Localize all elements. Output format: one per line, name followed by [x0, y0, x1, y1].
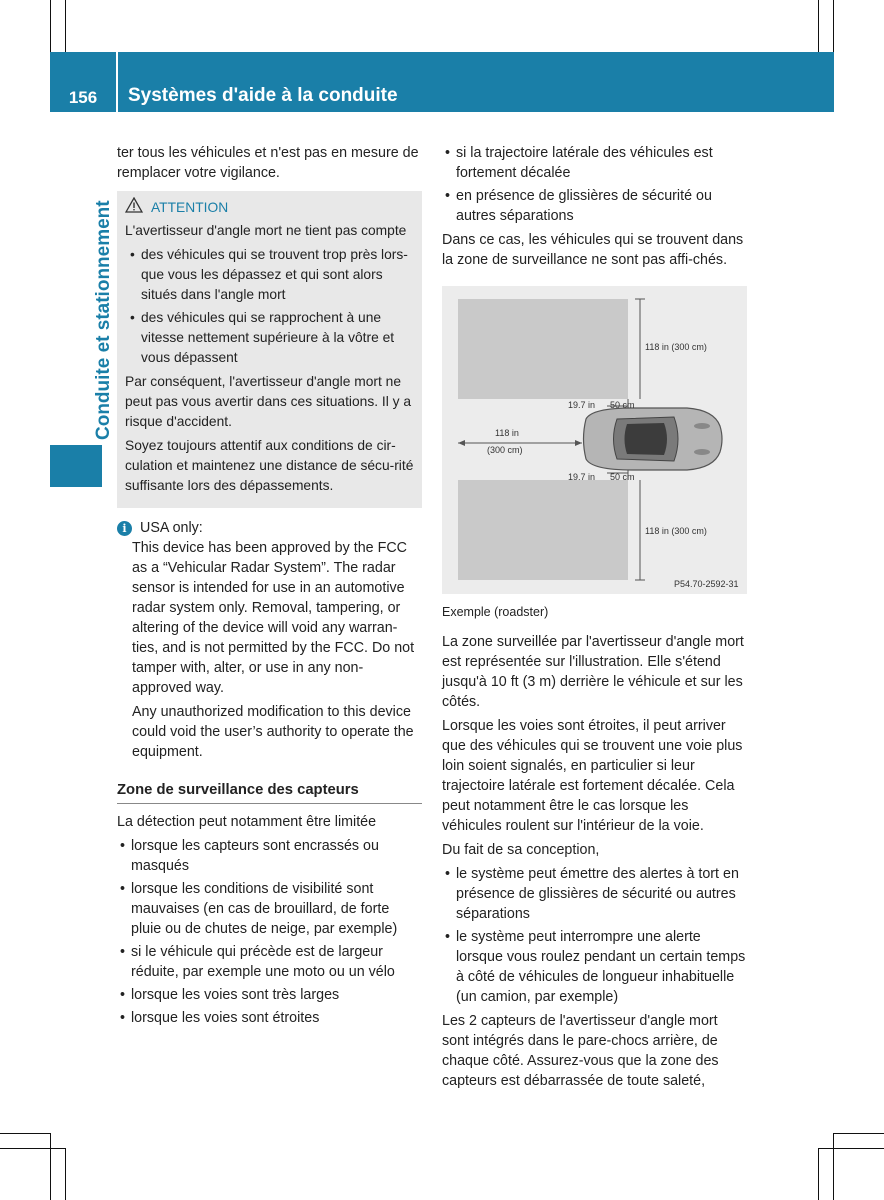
right-column [442, 143, 747, 1095]
label-bottom-right: 118 in (300 cm) [645, 526, 707, 536]
blind-spot-diagram [442, 286, 747, 594]
figure-ref-code: P54.70-2592-31 [674, 579, 739, 589]
list-item: • si le véhicule qui précède est de largeur réduite, par exemple une moto ou un vélo [117, 942, 422, 982]
attention-lead: L'avertisseur d'angle mort ne tient pas compte [125, 223, 407, 238]
crop-mark [818, 1148, 884, 1149]
page-title: Systèmes d'aide à la conduite [128, 85, 398, 106]
monitoring-zone-bottom [458, 480, 628, 580]
paragraph: Du fait de sa conception, [442, 842, 600, 858]
right-top-bullets [442, 143, 747, 226]
crop-mark [833, 0, 834, 52]
crop-mark [818, 0, 819, 52]
attention-box [117, 191, 422, 508]
info-paragraph: Any unauthorized modification to this device could void the user’s authority to operate the equipment. [132, 704, 414, 760]
list-item: • lorsque les capteurs sont encrassés ou masqués [117, 836, 422, 876]
attention-bullets [125, 245, 414, 368]
warning-triangle-icon [125, 197, 143, 219]
label-rear-line1: 118 in [495, 428, 519, 438]
label-top-offset-a: 19.7 in [568, 400, 596, 410]
paragraph: Les 2 capteurs de l'avertisseur d'angle mort sont intégrés dans le pare-chocs arrière, de chaque côté. Assurez-vous que la zone des capteurs est débarrassée de toute saleté, [442, 1013, 719, 1089]
attention-heading [125, 197, 414, 219]
label-bottom-offset-a: 19.7 in [568, 472, 596, 482]
chapter-tab [50, 445, 102, 487]
attention-title: ATTENTION [151, 200, 229, 215]
info-heading [117, 518, 422, 538]
crop-mark [65, 0, 66, 52]
section-bullets [117, 836, 422, 1028]
roadster-car-icon [584, 408, 723, 470]
left-column [117, 143, 422, 1032]
right-mid-bullets [442, 864, 747, 1007]
crop-mark [833, 1133, 834, 1200]
monitoring-zone-top [458, 299, 628, 399]
list-item: • lorsque les conditions de visibilité sont mauvaises (en cas de brouillard, de forte pluie ou de chutes de neige, par exemple) [117, 879, 422, 939]
info-paragraph: This device has been approved by the FCC as a “Vehicular Radar System”. The radar sensor is intended for use in an automotive radar system only. Removal, tampering, or altering of the device will void any warran-ties, and is not permitted by the FCC. Do not tamper with, alter, or use in any non-approved way. [132, 540, 415, 696]
list-item: • le système peut émettre des alertes à tort en présence de glissières de sécurité ou autres séparations [442, 864, 747, 924]
chapter-label: Conduite et stationnement [93, 200, 114, 440]
paragraph: Lorsque les voies sont étroites, il peut arriver que des véhicules qui se trouvent une voie plus loin soient signalés, en particulier si leur trajectoire latérale est fortement décalée. Cela peut notamment être le cas lorsque les véhicules roulent sur l'intérieur de la voie. [442, 718, 743, 834]
crop-mark [0, 1133, 50, 1134]
crop-mark [65, 1148, 66, 1200]
label-top-offset-b: 50 cm [610, 400, 635, 410]
attention-paragraph: Soyez toujours attentif aux conditions de cir-culation et maintenez une distance de sécu-rité suffisante lors des dépassements. [125, 438, 414, 493]
info-title: USA only: [140, 520, 203, 536]
section-lead: La détection peut notamment être limitée [117, 814, 377, 830]
list-item: • lorsque les voies sont étroites [117, 1008, 422, 1028]
crop-mark [833, 1133, 884, 1134]
crop-mark [50, 1133, 51, 1200]
list-item: • lorsque les voies sont très larges [117, 985, 422, 1005]
list-item: • le système peut interrompre une alerte lorsque vous roulez pendant un certain temps à côté de véhicules de longueur inhabituelle (un camion, par exemple) [442, 927, 747, 1007]
figure-caption: Exemple (roadster) [442, 605, 549, 619]
crop-mark [50, 0, 51, 52]
label-rear-line2: (300 cm) [487, 445, 523, 455]
paragraph: Dans ce cas, les véhicules qui se trouvent dans la zone de surveillance ne sont pas affi-chés. [442, 232, 744, 268]
label-bottom-offset-b: 50 cm [610, 472, 635, 482]
section-title: Zone de surveillance des capteurs [117, 780, 422, 804]
label-top-right: 118 in (300 cm) [645, 342, 707, 352]
list-item: • en présence de glissières de sécurité ou autres séparations [442, 186, 747, 226]
paragraph: La zone surveillée par l'avertisseur d'angle mort est représentée sur l'illustration. Elle s'étend jusqu'à 10 ft (3 m) derrière le véhicule et sur les côtés. [442, 634, 744, 710]
list-item: • des véhicules qui se trouvent trop près lors-que vous les dépassez et qui sont alors situés dans l'angle mort [125, 245, 414, 305]
info-body [117, 538, 422, 762]
list-item: • si la trajectoire latérale des véhicules est fortement décalée [442, 143, 747, 183]
crop-mark [0, 1148, 65, 1149]
attention-paragraph: Par conséquent, l'avertisseur d'angle mort ne peut pas vous avertir dans ces situations. Il y a risque d'accident. [125, 374, 412, 429]
intro-paragraph: ter tous les véhicules et n'est pas en mesure de remplacer votre vigilance. [117, 145, 419, 181]
page-number: 156 [68, 88, 98, 107]
list-item: • des véhicules qui se rapprochent à une vitesse nettement supérieure à la vôtre et vous dépassent [125, 308, 414, 368]
info-icon: i [117, 521, 132, 536]
crop-mark [818, 1148, 819, 1200]
